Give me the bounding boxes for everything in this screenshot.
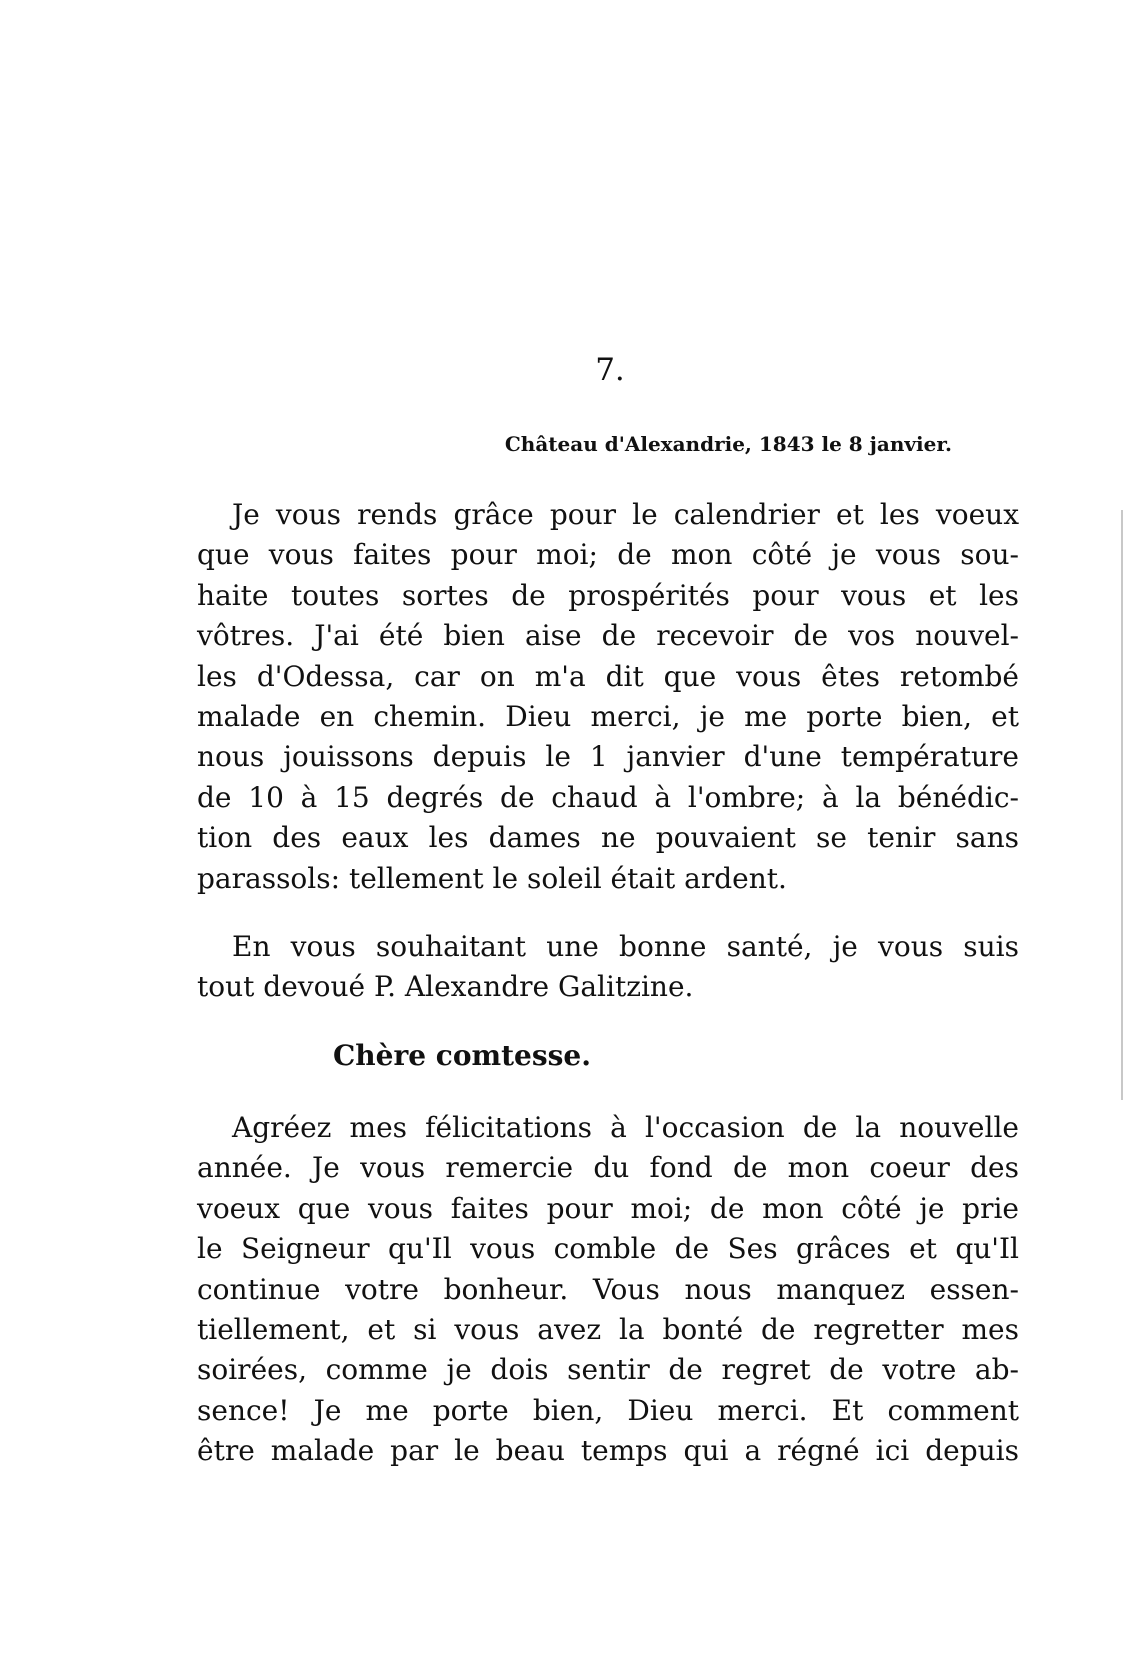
paragraph-3: [197, 1108, 1019, 1472]
text-line: Agréez mes félicitations à l'occasion de la nouvelle: [232, 1111, 1019, 1144]
text-line: les d'Odessa, car on m'a dit que vous êtes retombé: [197, 659, 1019, 693]
text-line: soirées, comme je dois sentir de regret de votre ab-: [197, 1353, 1019, 1387]
letter-number: 7.: [595, 352, 625, 388]
text-line: le Seigneur qu'Il vous comble de Ses grâces et qu'Il: [197, 1232, 1019, 1266]
text-line: parassols: tellement le soleil était ardent.: [197, 861, 787, 895]
text-line: année. Je vous remercie du fond de mon coeur des: [197, 1151, 1019, 1185]
text-line: En vous souhaitant une bonne santé, je vous suis: [232, 930, 1019, 963]
text-line: tiellement, et si vous avez la bonté de regretter mes: [197, 1312, 1019, 1346]
paragraph-1: [197, 495, 1019, 899]
text-line: Je vous rends grâce pour le calendrier et les voeux: [232, 498, 1019, 531]
paragraph-2: [197, 927, 1019, 1008]
salutation: Chère comtesse.: [333, 1039, 591, 1072]
text-line: être malade par le beau temps qui a régné ici depuis: [197, 1434, 1019, 1468]
dateline: Château d'Alexandrie, 1843 le 8 janvier.: [504, 432, 952, 456]
text-line: vôtres. J'ai été bien aise de recevoir de vos nouvel-: [197, 619, 1019, 653]
text-line: malade en chemin. Dieu merci, je me porte bien, et: [197, 699, 1019, 733]
text-line: continue votre bonheur. Vous nous manquez essen-: [197, 1272, 1019, 1306]
text-line: tion des eaux les dames ne pouvaient se tenir sans: [197, 821, 1019, 855]
text-line: que vous faites pour moi; de mon côté je vous sou-: [197, 538, 1019, 572]
text-line: sence! Je me porte bien, Dieu merci. Et comment: [197, 1393, 1019, 1427]
text-line: tout devoué P. Alexandre Galitzine.: [197, 970, 694, 1004]
text-line: de 10 à 15 degrés de chaud à l'ombre; à la bénédic-: [197, 780, 1019, 814]
text-line: haite toutes sortes de prospérités pour vous et les: [197, 578, 1019, 612]
text-line: voeux que vous faites pour moi; de mon côté je prie: [197, 1191, 1019, 1225]
page-edge-line: [1121, 510, 1123, 1100]
text-line: nous jouissons depuis le 1 janvier d'une température: [197, 740, 1019, 774]
